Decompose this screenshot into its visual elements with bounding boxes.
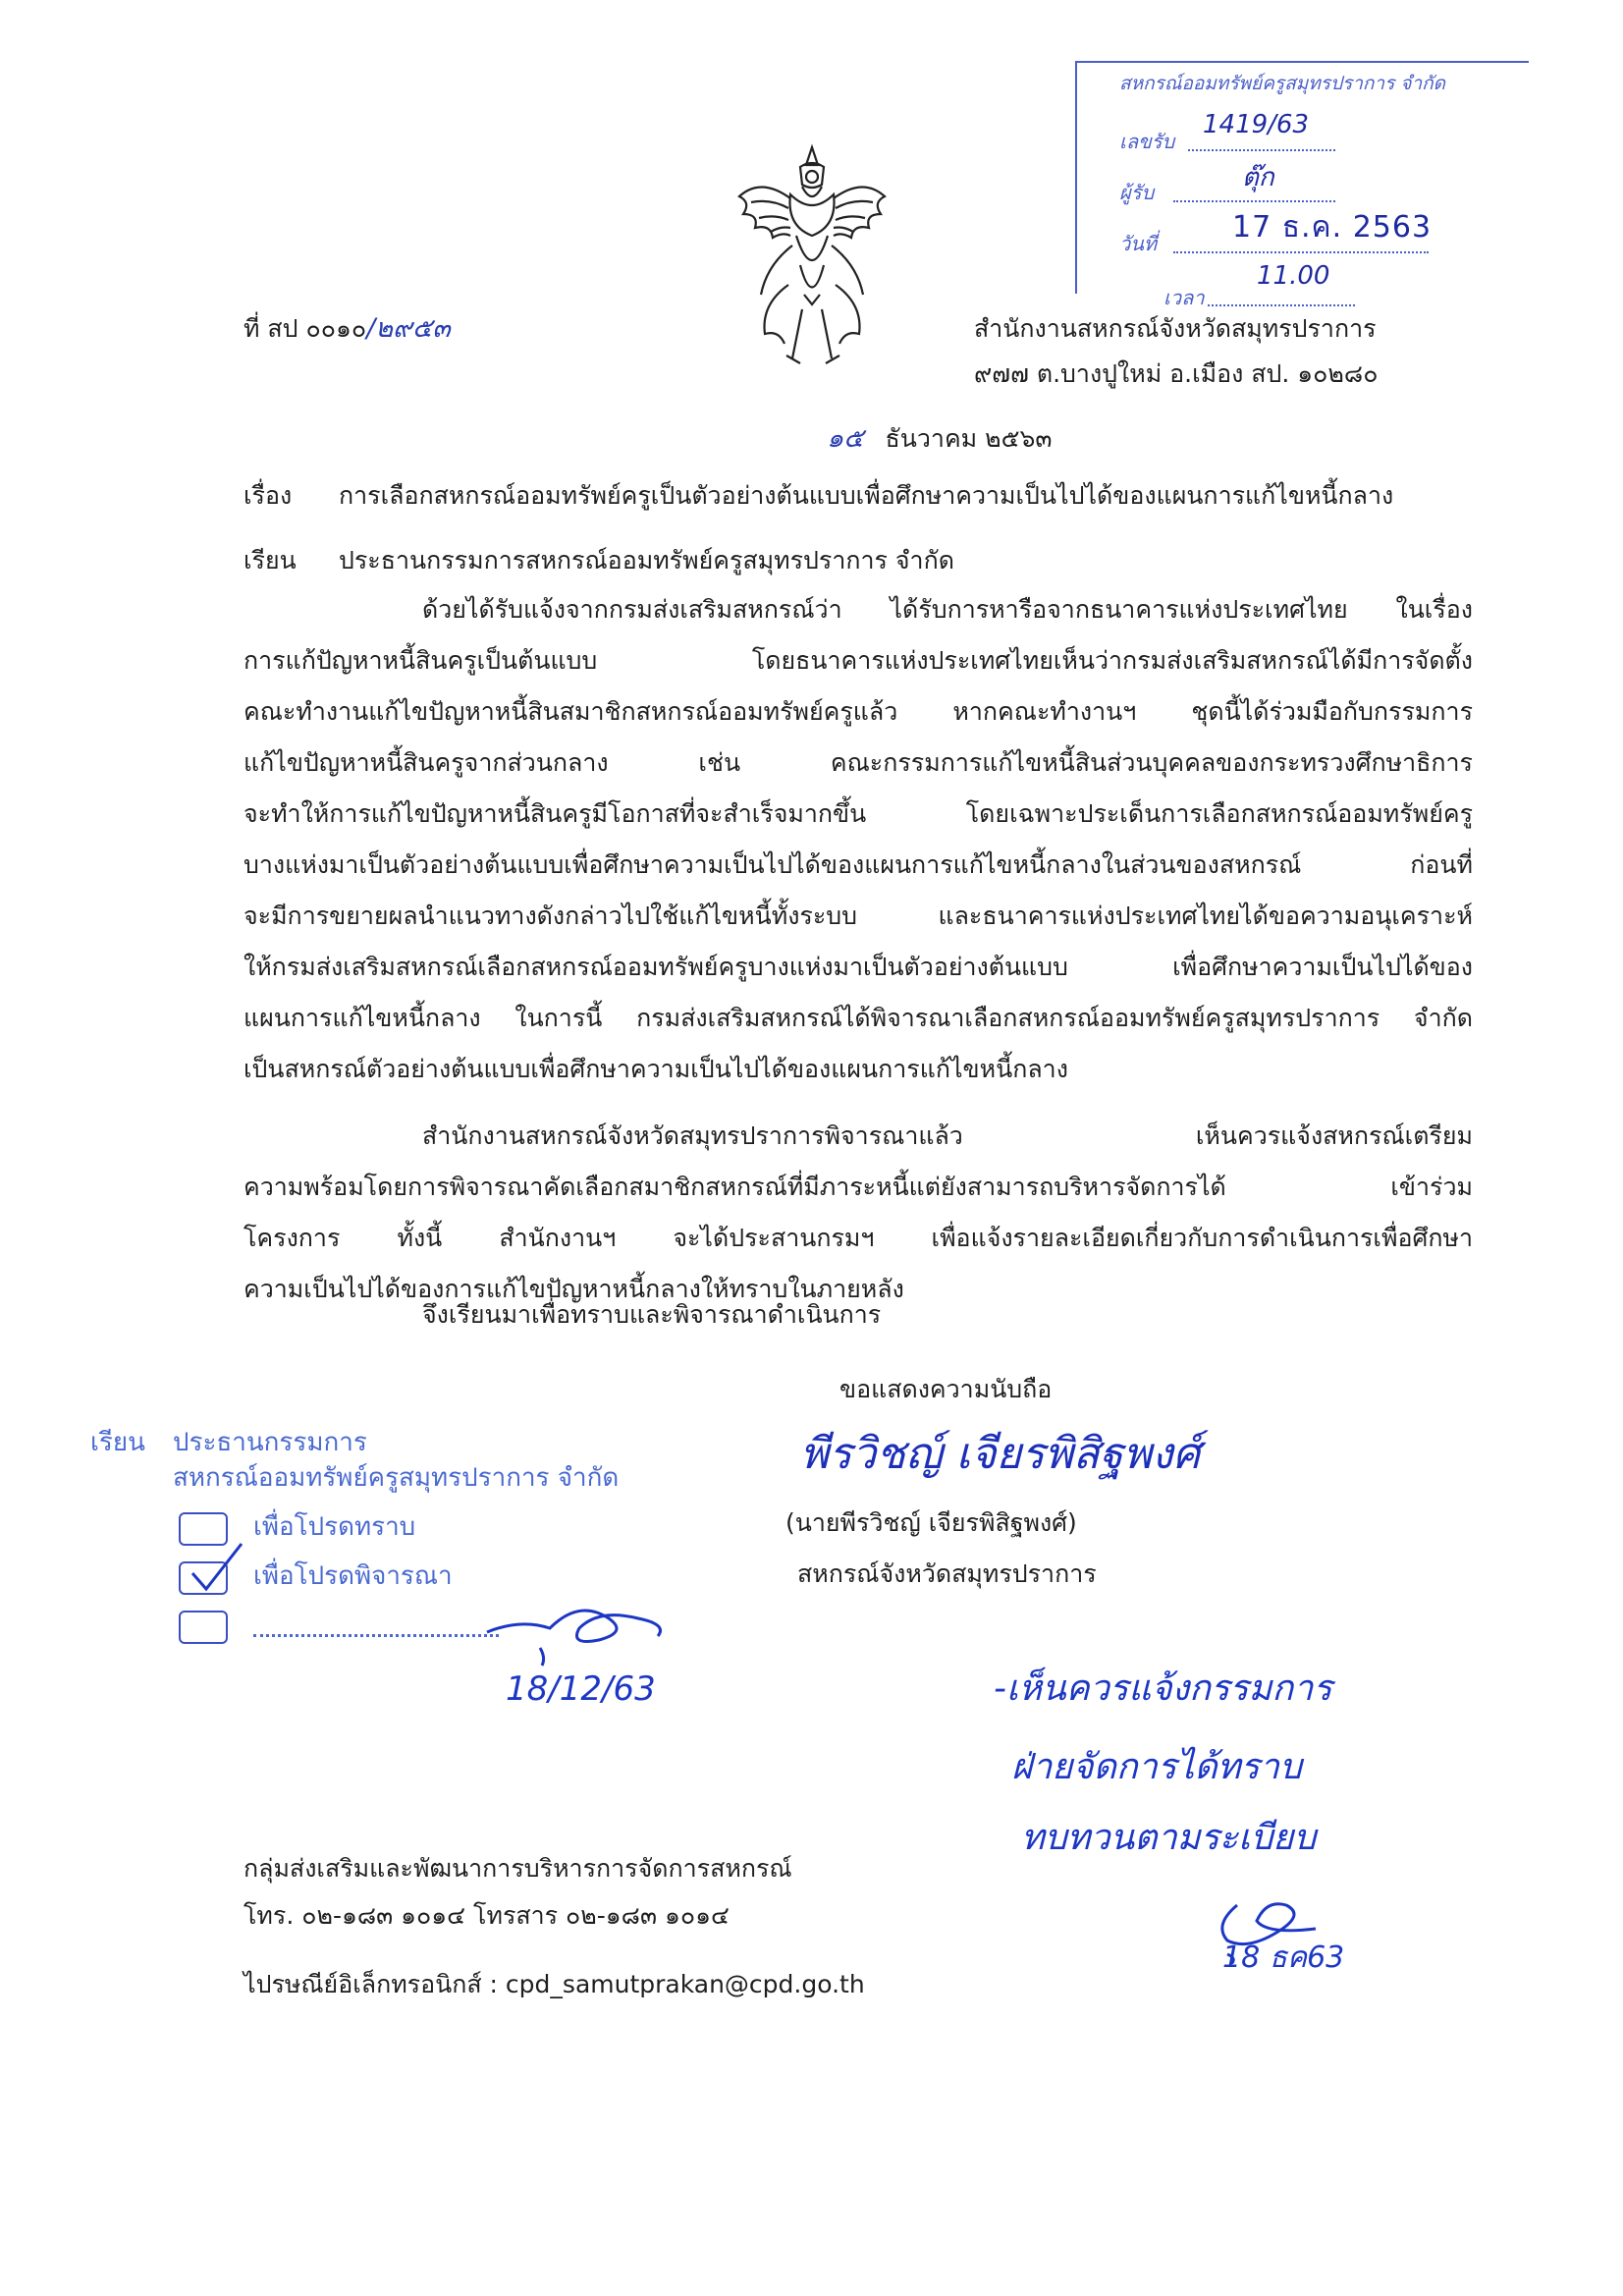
closing-request: จึงเรียนมาเพื่อทราบและพิจารณาดำเนินการ (422, 1300, 882, 1329)
reference-number (243, 312, 451, 346)
note-line: ทบทวนตามระเบียบ (1021, 1818, 1317, 1858)
paragraph-line: สำนักงานสหกรณ์จังหวัดสมุทรปราการพิจารณาแล้ว เห็นควรแจ้งสหกรณ์เตรียม (422, 1121, 1473, 1150)
to-label: เรียน (243, 546, 297, 574)
checkbox-acknowledge[interactable] (179, 1512, 228, 1546)
footer-department: กลุ่มส่งเสริมและพัฒนาการบริหารการจัดการสหกรณ์ (243, 1854, 792, 1883)
stamp-receive-no: 1419/63 (1203, 110, 1310, 139)
routing-signature-icon (481, 1589, 677, 1667)
regards: ขอแสดงความนับถือ (839, 1375, 1053, 1403)
stamp-time: 11.00 (1257, 261, 1330, 291)
footer-email: ไปรษณีย์อิเล็กทรอนิกส์ : cpd_samutprakan@cpd.go.th (243, 1970, 865, 1998)
stamp-receiver: ตุ๊ก (1242, 163, 1274, 192)
office-address: ๙๗๗ ต.บางปูใหม่ อ.เมือง สป. ๑๐๒๘๐ (974, 359, 1379, 388)
reference-prefix: ที่ สป ๐๐๑๐ (243, 314, 367, 343)
stamp-dotline (1188, 149, 1335, 151)
footer-phone: โทร. ๐๒-๑๘๓ ๑๐๑๔ โทรสาร ๐๒-๑๘๓ ๑๐๑๔ (243, 1901, 730, 1930)
routing-line-2: สหกรณ์ออมทรัพย์ครูสมุทรปราการ จำกัด (173, 1463, 620, 1493)
routing-to-label: เรียน (90, 1428, 145, 1457)
reference-handwritten: /๒๙๕๓ (366, 313, 451, 344)
paragraph-line: โครงการ ทั้งนี้ สำนักงานฯ จะได้ประสานกรมฯ เพื่อแจ้งรายละเอียดเกี่ยวกับการดำเนินการเพื่อศึกษา (243, 1224, 1473, 1252)
signer-name: (นายพีรวิชญ์ เจียรพิสิฐพงศ์) (785, 1508, 1077, 1537)
paragraph-line: ความเป็นไปได้ของการแก้ไขปัญหาหนี้กลางให้ทราบในภายหลัง (243, 1275, 904, 1303)
to-text: ประธานกรรมการสหกรณ์ออมทรัพย์ครูสมุทรปราการ จำกัด (339, 546, 954, 574)
stamp-receive-no-label: เลขรับ (1119, 130, 1175, 153)
checkbox-other[interactable] (179, 1611, 228, 1644)
stamp-receiver-label: ผู้รับ (1119, 181, 1155, 204)
paragraph-line: ความพร้อมโดยการพิจารณาคัดเลือกสมาชิกสหกรณ์ที่มีภาระหนี้แต่ยังสามารถบริหารจัดการได้ เข้าร่วม (243, 1173, 1473, 1201)
note-date: 18 ธค63 (1222, 1941, 1345, 1975)
signature-handwritten: พีรวิชญ์ เจียรพิสิฐพงศ์ (800, 1429, 1201, 1479)
paragraph-line: การแก้ปัญหาหนี้สินครูเป็นต้นแบบ โดยธนาคารแห่งประเทศไทยเห็นว่ากรมส่งเสริมสหกรณ์ได้มีการจัดตั้ง (243, 646, 1473, 675)
option-consider: เพื่อโปรดพิจารณา (253, 1561, 453, 1591)
stamp-dotline (1208, 304, 1355, 306)
stamp-dotline (1173, 251, 1429, 253)
option-acknowledge: เพื่อโปรดทราบ (253, 1512, 416, 1542)
paragraph-line: ให้กรมส่งเสริมสหกรณ์เลือกสหกรณ์ออมทรัพย์ครูบางแห่งมาเป็นตัวอย่างต้นแบบ เพื่อศึกษาความเป็นไปได้ของ (243, 953, 1473, 981)
option-other-dotline (253, 1634, 499, 1637)
paragraph-line: คณะทำงานแก้ไขปัญหาหนี้สินสมาชิกสหกรณ์ออมทรัพย์ครูแล้ว หากคณะทำงานฯ ชุดนี้ได้ร่วมมือกับกรรมการ (243, 697, 1473, 726)
subject-text: การเลือกสหกรณ์ออมทรัพย์ครูเป็นตัวอย่างต้นแบบเพื่อศึกษาความเป็นไปได้ของแผนการแก้ไขหนี้กลาง (339, 481, 1394, 510)
paragraph-line: จะทำให้การแก้ไขปัญหาหนี้สินครูมีโอกาสที่จะสำเร็จมากขึ้น โดยเฉพาะประเด็นการเลือกสหกรณ์ออมทรัพย์ครู (243, 799, 1473, 828)
paragraph-line: บางแห่งมาเป็นตัวอย่างต้นแบบเพื่อศึกษาความเป็นไปได้ของแผนการแก้ไขหนี้กลางในส่วนของสหกรณ์ ก่อนที่ (243, 850, 1473, 879)
subject-label: เรื่อง (243, 481, 293, 510)
stamp-org: สหกรณ์ออมทรัพย์ครูสมุทรปราการ จำกัด (1119, 73, 1445, 94)
stamp-dotline (1173, 200, 1335, 202)
signer-title: สหกรณ์จังหวัดสมุทรปราการ (797, 1559, 1097, 1588)
garuda-emblem-icon (731, 137, 893, 368)
stamp-date: 17 ธ.ค. 2563 (1232, 210, 1433, 245)
paragraph-line: เป็นสหกรณ์ตัวอย่างต้นแบบเพื่อศึกษาความเป็นไปได้ของแผนการแก้ไขหนี้กลาง (243, 1055, 1068, 1083)
paragraph-line: แผนการแก้ไขหนี้กลาง ในการนี้ กรมส่งเสริมสหกรณ์ได้พิจารณาเลือกสหกรณ์ออมทรัพย์ครูสมุทรปราการ จำกัด (243, 1004, 1473, 1032)
letter-date (827, 422, 1052, 456)
note-line: -เห็นควรแจ้งกรรมการ (994, 1668, 1332, 1709)
stamp-time-label: เวลา (1163, 286, 1205, 309)
paragraph-line: ด้วยได้รับแจ้งจากกรมส่งเสริมสหกรณ์ว่า ได้รับการหารือจากธนาคารแห่งประเทศไทย ในเรื่อง (422, 595, 1473, 624)
checkbox-consider[interactable] (179, 1561, 228, 1595)
routing-line-1: ประธานกรรมการ (173, 1428, 367, 1457)
routing-handwritten-date: 18/12/63 (506, 1669, 656, 1709)
stamp-date-label: วันที่ (1119, 232, 1158, 255)
paragraph-line: แก้ไขปัญหาหนี้สินครูจากส่วนกลาง เช่น คณะกรรมการแก้ไขหนี้สินส่วนบุคคลของกระทรวงศึกษาธิการ (243, 748, 1473, 777)
paragraph-line: จะมีการขยายผลนำแนวทางดังกล่าวไปใช้แก้ไขหนี้ทั้งระบบ และธนาคารแห่งประเทศไทยได้ขอความอนุเคราะห์ (243, 902, 1473, 930)
letter-date-day: ๑๕ (827, 423, 864, 454)
office-name: สำนักงานสหกรณ์จังหวัดสมุทรปราการ (974, 314, 1377, 343)
note-line: ฝ่ายจัดการได้ทราบ (1011, 1747, 1302, 1787)
letter-date-month-year: ธันวาคม ๒๕๖๓ (885, 424, 1053, 453)
